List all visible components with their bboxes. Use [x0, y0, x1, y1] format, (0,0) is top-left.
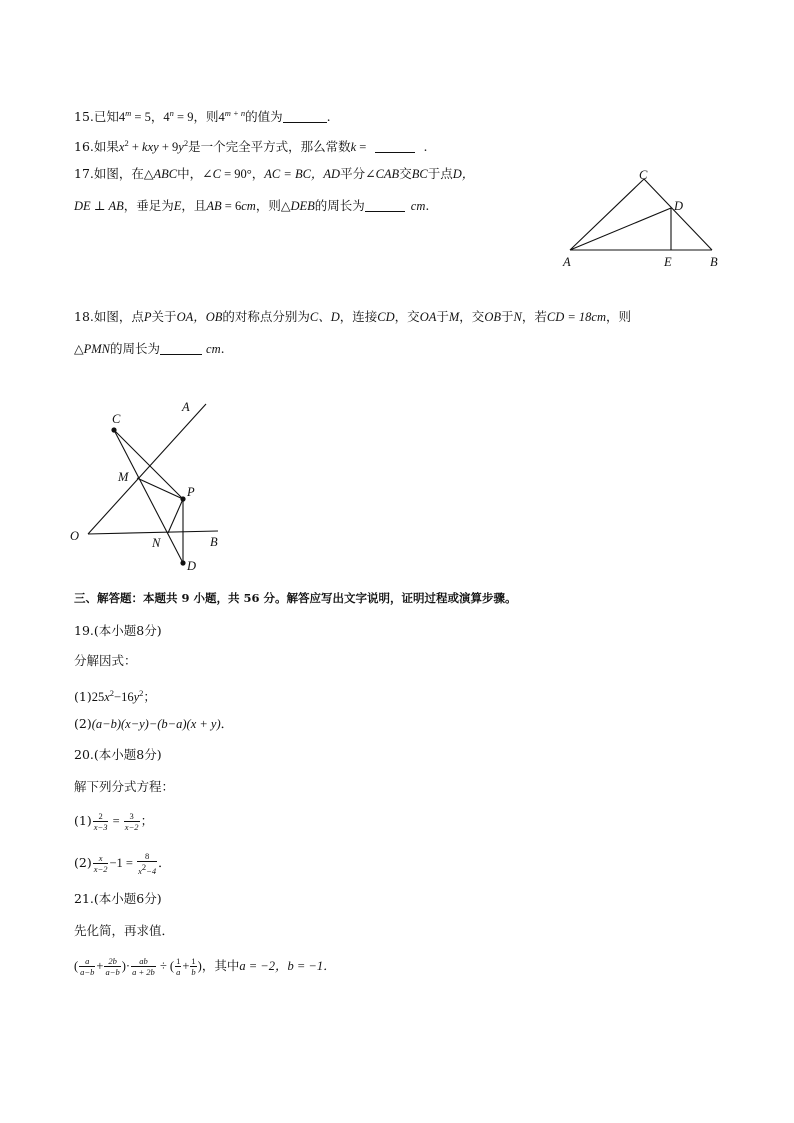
label-a: A: [182, 400, 190, 414]
label-c: C: [639, 168, 648, 182]
ray-ob: [88, 531, 218, 534]
ray-oa: [88, 404, 206, 534]
answer-blank[interactable]: [365, 211, 405, 212]
answer-blank[interactable]: [283, 122, 327, 123]
label-m: M: [118, 470, 129, 484]
label-b: B: [710, 255, 718, 269]
question-20-instruction: 解下列分式方程：: [74, 779, 175, 794]
point-d: [180, 560, 185, 565]
question-17-line-2: DE ⊥ AB，垂足为E，且AB = 6cm，则△DEB的周长为 cm.: [74, 198, 430, 213]
segment-cd: [114, 430, 183, 563]
question-17-line-1: 17.如图，在△ABC中，∠C = 90°，AC = BC，AD平分∠CAB交BC于点D，: [74, 166, 475, 181]
figure-17-triangle: [556, 162, 726, 274]
label-c: C: [112, 412, 121, 426]
segment-ad: [570, 208, 671, 250]
label-n: N: [152, 536, 161, 550]
question-21-instruction: 先化简，再求值．: [74, 923, 175, 938]
label-o: O: [70, 529, 80, 543]
question-19-title: 19.(本小题8分): [74, 623, 162, 638]
question-20-part-2: (2) $\frac{x}{x-2}$ −1 = $\frac{8}{x^2-4}$ ．: [74, 851, 171, 876]
label-d: D: [187, 559, 197, 573]
question-15: 15.已知$4^m = 5$，$4^n = 9$，则$4^{m + n}$的值为 .: [74, 108, 331, 125]
question-18-line-1: 18.如图，点P关于OA，OB的对称点分别为C、D，连接CD，交OA于M，交OB于N，若CD = 18cm，则: [74, 309, 631, 324]
answer-blank[interactable]: [375, 152, 415, 153]
question-19-part-2: (2)(a−b)(x−y)−(b−a)(x + y)．: [74, 716, 234, 731]
answer-blank[interactable]: [160, 354, 202, 355]
question-21-expression: ( $\frac{a}{a-b}$ + $\frac{2b}{a-b}$ )· $\frac{ab}{a + 2b}$ ÷ ( $\frac{1}{a}$ + $\frac{1}{b}$ )，其中a = −2，b = −1．: [74, 956, 336, 977]
label-p: P: [187, 485, 195, 499]
label-d: D: [674, 199, 684, 213]
question-18-line-2: △PMN的周长为 cm.: [74, 341, 225, 356]
label-e: E: [664, 255, 672, 269]
segment-np: [168, 499, 183, 533]
question-21-title: 21.(本小题6分): [74, 891, 162, 906]
figure-18-reflection: [64, 396, 234, 580]
label-b: B: [210, 535, 218, 549]
point-c: [111, 427, 116, 432]
point-p: [180, 496, 185, 501]
label-a: A: [563, 255, 571, 269]
question-20-title: 20.(本小题8分): [74, 747, 162, 762]
question-16: 16.如果$x^2$ + kxy + $9y^2$是一个完全平方式，那么常数k = .: [74, 138, 428, 155]
segment-ac: [570, 179, 644, 250]
question-19-instruction: 分解因式：: [74, 653, 137, 668]
question-20-part-1: (1) $\frac{2}{x-3}$ = $\frac{3}{x-2}$ ；: [74, 811, 154, 832]
question-19-part-1: $(1)25x^2-16y^2$；: [74, 688, 156, 705]
section-3-heading: 三、解答题：本题共 9 小题，共 56 分。解答应写出文字说明，证明过程或演算步骤。: [74, 591, 517, 605]
